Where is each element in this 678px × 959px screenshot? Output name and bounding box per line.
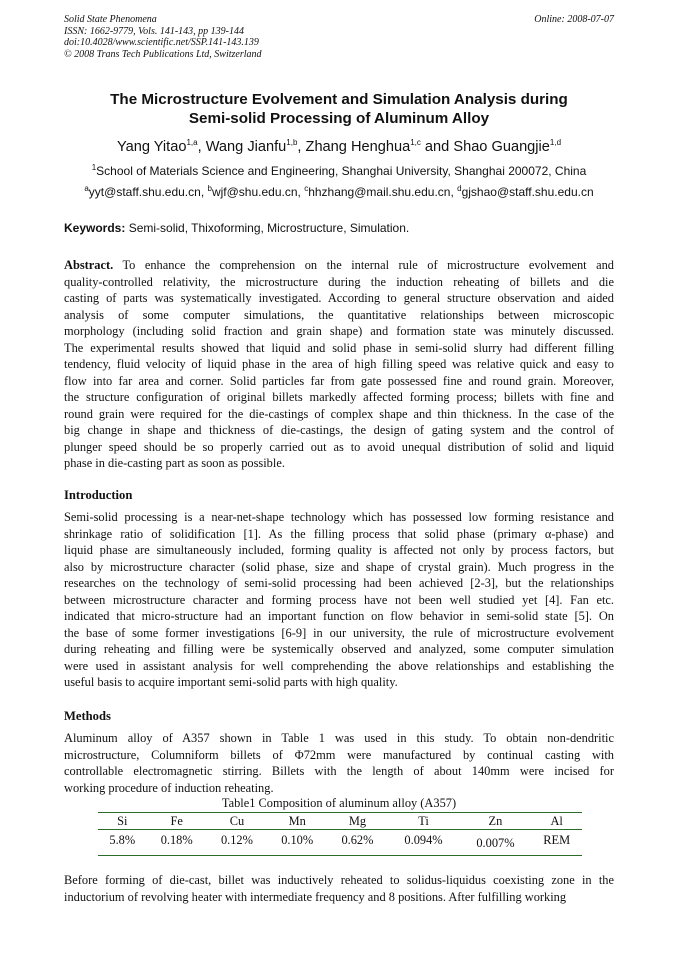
text-line: [64, 889, 614, 906]
line-text: Aluminum alloy of A357 shown in Table 1 was used in this study. To obtain non-dendritic: [64, 731, 614, 745]
line-text: controllable electromagnetic stirring. Billets with the length of about 140mm were incised for: [64, 764, 614, 778]
text-line: [64, 658, 614, 675]
affiliation-text: School of Materials Science and Engineering, Shanghai University, Shanghai 200072, China: [96, 164, 587, 178]
text-line: [64, 780, 614, 797]
text-line: [64, 439, 614, 456]
author-name: Yang Yitao: [116, 139, 187, 155]
text-line: [64, 274, 614, 291]
table-cell: 0.007%: [476, 835, 515, 850]
author-affiliation-marker: 1,b: [286, 138, 298, 148]
line-text: big change in shape and thickness of die-castings, the design of gating system and the control of: [64, 423, 614, 437]
methods-continued: [64, 872, 614, 905]
table-header-cell: Ti: [418, 813, 429, 828]
line-text: Semi-solid processing is a near-net-shape technology which has possessed low forming resistance and: [64, 510, 614, 524]
text-line: [64, 559, 614, 576]
table-header-cell: Mg: [348, 813, 367, 828]
table-cell: 5.8%: [109, 832, 136, 847]
email-marker: b: [207, 184, 212, 193]
text-line: [64, 389, 614, 406]
email-marker: d: [457, 184, 462, 193]
table-cell: REM: [543, 832, 571, 847]
line-text: working procedure of induction reheating.: [64, 780, 274, 795]
email-separator: ,: [450, 185, 458, 199]
line-text: morphology (including solid fraction and grain shape) and formation state was minutely discussed.: [64, 324, 614, 338]
email-address: yyt@staff.shu.edu.cn: [88, 185, 201, 199]
table-value-row: [98, 829, 582, 851]
table-cell: 0.094%: [404, 832, 443, 847]
issn: ISSN: 1662-9779, Vols. 141-143, pp 139-144: [64, 25, 244, 37]
title-line-1: The Microstructure Evolvement and Simulation Analysis during: [110, 91, 568, 108]
line-text: liquid phase are simultaneously included, forming quality is affected not only by process factors, but: [64, 543, 614, 557]
text-line: [64, 674, 614, 691]
text-line: [64, 542, 614, 559]
text-line: [64, 340, 614, 357]
text-line: [64, 730, 614, 747]
text-line: [64, 290, 614, 307]
email-marker: a: [84, 184, 89, 193]
introduction-body: [64, 509, 614, 691]
line-text: the base of some former investigations [6-9] in our university, the rule of microstructure evolvement: [64, 625, 614, 640]
paper-title: [0, 90, 678, 128]
table-header-cell: Si: [117, 813, 128, 828]
keywords-text: Semi-solid, Thixoforming, Microstructure, Simulation.: [125, 221, 410, 235]
line-text: flow into far area and corner. Solid particles far from gate possessed fine and round grain. Moreover,: [64, 373, 614, 388]
title-line-2: Semi-solid Processing of Aluminum Alloy: [188, 110, 490, 127]
line-text: between microstructure character and forming process have not been well studied yet [4]. Fan etc.: [64, 592, 614, 607]
methods-heading: Methods: [64, 709, 111, 723]
line-text: during reheating and filling were be systemically observed and analyzed, some computer simulation: [64, 642, 614, 656]
online-date: Online: 2008-07-07: [534, 14, 614, 25]
line-text: microstructure, Columniform billets of Φ72mm were manufactured by continual casting with: [64, 747, 614, 762]
author-affiliation-marker: 1,c: [410, 138, 421, 148]
abstract-label: Abstract.: [64, 258, 114, 272]
line-text: indicated that micro-structure had an important function on flow behavior in semi-solid state [5]. On: [64, 609, 614, 623]
table-header-cell: Al: [550, 813, 563, 828]
text-line: [64, 872, 614, 889]
author-name: Zhang Henghua: [305, 139, 411, 155]
table-cell: 0.62%: [341, 832, 374, 847]
author-name: Wang Jianfu: [205, 139, 287, 155]
text-line: [64, 422, 614, 439]
text-line: [64, 641, 614, 658]
table-cell: 0.10%: [281, 832, 314, 847]
text-line: [64, 455, 614, 472]
line-text: inductorium of revolving heater with intermediate frequency and 8 positions. After fulfilling working: [64, 889, 567, 904]
author-separator: and: [420, 139, 454, 155]
text-line: [64, 356, 614, 373]
email-address: gjshao@staff.shu.edu.cn: [461, 185, 594, 199]
line-text: the structure configuration of original billets markedly affected forming process; billets with fine and: [64, 390, 614, 404]
author-list: [0, 139, 678, 155]
text-line: [64, 575, 614, 592]
email-separator: ,: [297, 185, 305, 199]
introduction-heading: Introduction: [64, 488, 133, 502]
text-line: [64, 526, 614, 543]
text-line: [64, 625, 614, 642]
email-address: hhzhang@mail.shu.edu.cn: [308, 185, 451, 199]
text-line: [64, 373, 614, 390]
table-header-cell: Mn: [288, 813, 306, 828]
line-text: analysis of some computer simulations, the quantitative relationships between microscopic: [64, 307, 614, 322]
copyright: © 2008 Trans Tech Publications Ltd, Switzerland: [64, 48, 262, 60]
line-text: Before forming of die-cast, billet was inductively reheated to solidus-liquidus coexisting zone in the: [64, 873, 614, 887]
text-line: [64, 592, 614, 609]
line-text: were used in assistant analysis for well comprehending the above relationships and establishing the: [64, 658, 614, 673]
line-text: To enhance the comprehension on the internal rule of microstructure evolvement and: [113, 258, 614, 272]
journal-header: [64, 14, 262, 60]
text-line: [64, 747, 614, 764]
table-caption: Table1 Composition of aluminum alloy (A357): [221, 796, 457, 810]
email-address: wjf@shu.edu.cn: [211, 185, 298, 199]
affiliation-marker: 1: [91, 163, 97, 172]
table-cell: 0.18%: [160, 832, 193, 847]
text-line: [64, 257, 614, 274]
text-line: [64, 763, 614, 780]
line-text: also by microstructure character (solid phase, size and shape of crystal grain). Much progress in the: [64, 559, 614, 574]
text-line: [64, 307, 614, 324]
author-separator: ,: [197, 139, 206, 155]
line-text: The experimental results showed that liquid and solid phase in semi-solid slurry had different filling: [64, 340, 614, 355]
email-separator: ,: [200, 185, 208, 199]
line-text: researches on the technology of semi-solid processing had been achieved [2-3], but the relationships: [64, 576, 614, 590]
table-header-cell: Cu: [229, 813, 245, 828]
affiliation: [0, 164, 678, 178]
table-bottom-rule: [98, 855, 582, 856]
line-text: casting of parts was systematically investigated. According to general structure observation and aided: [64, 291, 614, 305]
author-affiliation-marker: 1,d: [549, 138, 562, 148]
table-header-cell: Zn: [488, 813, 503, 828]
text-line: [64, 323, 614, 340]
journal-name: Solid State Phenomena: [64, 14, 157, 25]
author-name: Shao Guangjie: [453, 139, 550, 155]
line-text: round grain were required for the die-castings of complex shape and thin thickness. In the case of the: [64, 406, 614, 421]
author-separator: ,: [297, 139, 306, 155]
email-marker: c: [304, 184, 309, 193]
methods-body: [64, 730, 614, 796]
text-line: [64, 406, 614, 423]
text-line: [64, 608, 614, 625]
author-affiliation-marker: 1,a: [186, 138, 198, 148]
email-list: [0, 185, 678, 199]
line-text: quality-controlled relativity, the microstructure during the induction reheating of billets and die: [64, 274, 614, 289]
line-text: shrinkage ratio of solidification [1]. As the filling process that solid phase (primary α-phase) and: [64, 526, 614, 541]
abstract: [64, 257, 614, 472]
line-text: tendency, fluid velocity of liquid phase in the area of high filling speed was relative quick and easy to: [64, 357, 614, 371]
table-header-row: [98, 813, 582, 829]
line-text: plunger speed should be so properly carried out as to avoid unequal distribution of solid and liquid: [64, 439, 614, 454]
keywords: [64, 221, 409, 235]
table-cell: 0.12%: [220, 832, 253, 847]
keywords-label: Keywords:: [64, 221, 126, 235]
table-header-cell: Fe: [170, 813, 183, 828]
text-line: [64, 509, 614, 526]
composition-table: [98, 813, 582, 851]
line-text: phase in die-casting part as soon as possible.: [64, 456, 285, 470]
line-text: useful basis to acquire important semi-solid parts with high quality.: [64, 675, 398, 689]
doi: doi:10.4028/www.scientific.net/SSP.141-143.139: [64, 37, 259, 48]
